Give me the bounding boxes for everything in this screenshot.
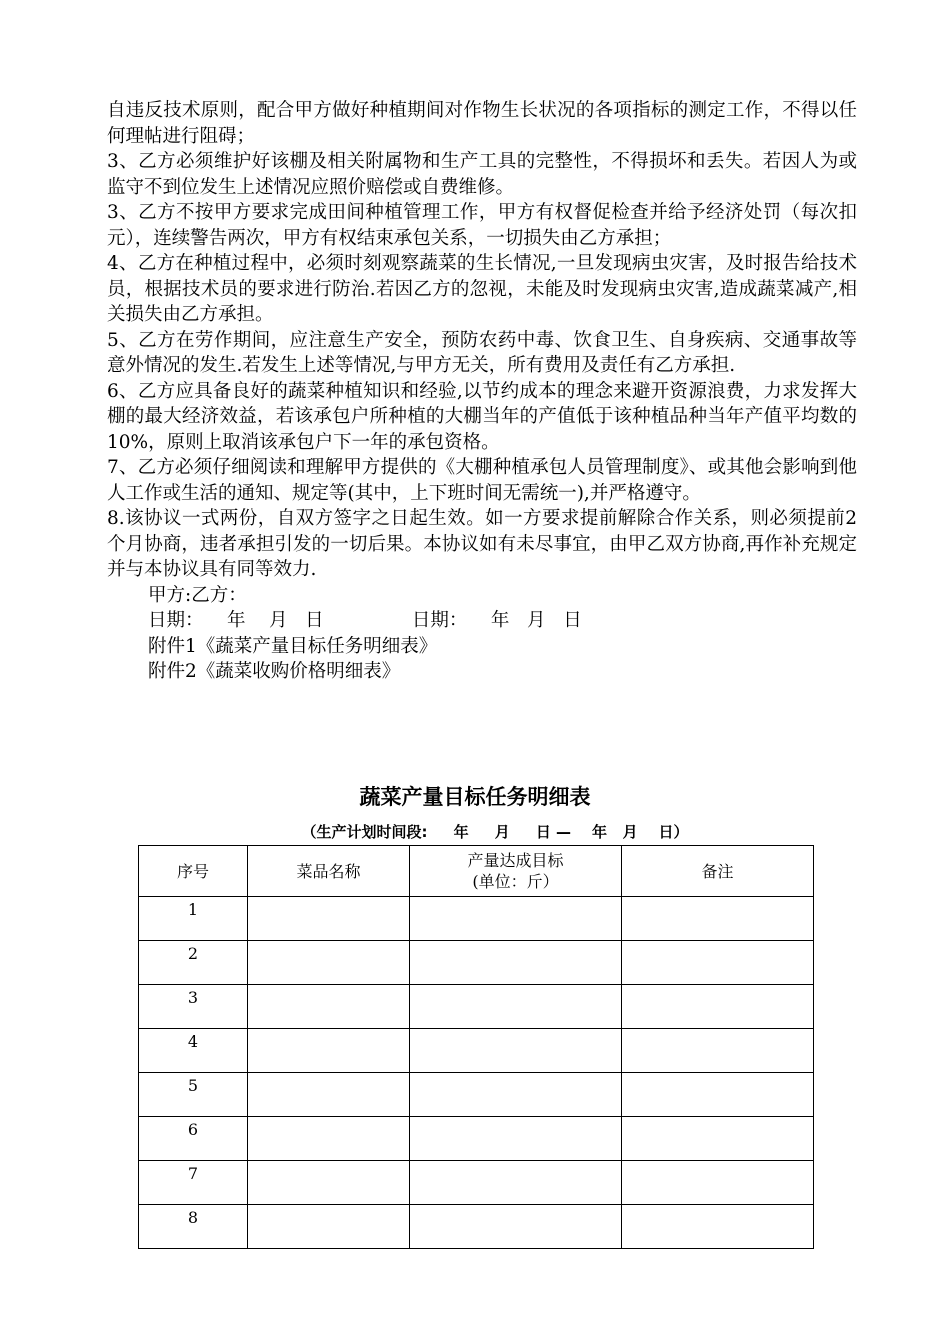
table-row: [139, 941, 814, 985]
row-number: 2: [139, 941, 248, 985]
table-row: [139, 1029, 814, 1073]
target-cell[interactable]: [410, 1205, 622, 1249]
clause-6: 6、乙方应具备良好的蔬菜种植知识和经验,以节约成本的理念来避开资源浪费，力求发挥大棚的最大经济效益，若该承包户所种植的大棚当年的产值低于该种植品种当年产值平均数的10%，原则上取消该承包户下一年的承包资格。: [107, 380, 857, 453]
target-cell[interactable]: [410, 1117, 622, 1161]
target-cell[interactable]: [410, 897, 622, 941]
header-target-label: 产量达成目标: [467, 851, 564, 870]
target-cell[interactable]: [410, 1073, 622, 1117]
table-title: 蔬菜产量目标任务明细表: [359, 785, 591, 809]
table-header-row: [139, 846, 814, 897]
table-row: [139, 897, 814, 941]
clause-3b: 3、乙方不按甲方要求完成田间种植管理工作，甲方有权督促检查并给予经济处罚（每次扣元），连续警告两次，甲方有权结束承包关系，一切损失由乙方承担；: [107, 202, 857, 249]
remark-cell[interactable]: [622, 1117, 814, 1161]
dish-name-cell[interactable]: [248, 941, 410, 985]
table-row: [139, 985, 814, 1029]
agreement-body: [107, 98, 857, 685]
remark-cell[interactable]: [622, 1161, 814, 1205]
header-target: [410, 846, 622, 897]
signature-dates: 日期： 年 月 日 日期： 年 月 日: [148, 610, 582, 631]
remark-cell[interactable]: [622, 985, 814, 1029]
clause-5: 5、乙方在劳作期间，应注意生产安全，预防农药中毒、饮食卫生、自身疾病、交通事故等意外情况的发生.若发生上述等情况,与甲方无关，所有费用及责任有乙方承担.: [107, 329, 857, 376]
dish-name-cell[interactable]: [248, 1029, 410, 1073]
clause-7: 7、乙方必须仔细阅读和理解甲方提供的《大棚种植承包人员管理制度》、或其他会影响到他人工作或生活的通知、规定等(其中，上下班时间无需统一),并严格遵守。: [107, 457, 857, 504]
dish-name-cell[interactable]: [248, 1161, 410, 1205]
dish-name-cell[interactable]: [248, 1205, 410, 1249]
dish-name-cell[interactable]: [248, 985, 410, 1029]
remark-cell[interactable]: [622, 897, 814, 941]
row-number: 8: [139, 1205, 248, 1249]
row-number: 5: [139, 1073, 248, 1117]
header-dish-name: 菜品名称: [248, 846, 410, 897]
target-cell[interactable]: [410, 1161, 622, 1205]
header-target-unit: (单位：斤）: [472, 872, 559, 891]
table-subtitle: （生产计划时间段: 年 月 日 — 年 月 日）: [301, 823, 689, 841]
clause-4: 4、乙方在种植过程中，必须时刻观察蔬菜的生长情况,一旦发现病虫灾害，及时报告给技术员，根据技术员的要求进行防治.若因乙方的忽视，未能及时发现病虫灾害,造成蔬菜减产,相关损失由乙方承担。: [107, 253, 857, 325]
attachment-1: 附件1《蔬菜产量目标任务明细表》: [148, 635, 438, 657]
clause-8: 8.该协议一式两份，自双方签字之日起生效。如一方要求提前解除合作关系，则必须提前2个月协商，违者承担引发的一切后果。本协议如有未尽事宜，由甲乙双方协商,再作补充规定并与本协议具有同等效力.: [107, 508, 857, 580]
attachment-2: 附件2《蔬菜收购价格明细表》: [148, 661, 401, 682]
target-cell[interactable]: [410, 941, 622, 985]
remark-cell[interactable]: [622, 1073, 814, 1117]
dish-name-cell[interactable]: [248, 1073, 410, 1117]
row-number: 1: [139, 897, 248, 941]
table-row: [139, 1073, 814, 1117]
remark-cell[interactable]: [622, 1205, 814, 1249]
header-remark: 备注: [622, 846, 814, 897]
dish-name-cell[interactable]: [248, 1117, 410, 1161]
row-number: 3: [139, 985, 248, 1029]
target-cell[interactable]: [410, 1029, 622, 1073]
row-number: 6: [139, 1117, 248, 1161]
table-row: [139, 1161, 814, 1205]
remark-cell[interactable]: [622, 1029, 814, 1073]
production-target-table: [138, 845, 814, 1249]
table-row: [139, 1205, 814, 1249]
row-number: 7: [139, 1161, 248, 1205]
table-body: [139, 897, 814, 1249]
remark-cell[interactable]: [622, 941, 814, 985]
signature-block: [107, 583, 857, 685]
signature-parties: 甲方:乙方：: [148, 584, 247, 606]
clause-3a: 3、乙方必须维护好该棚及相关附属物和生产工具的完整性，不得损坏和丢失。若因人为或监守不到位发生上述情况应照价赔偿或自费维修。: [107, 151, 857, 198]
clause-continuation: 自违反技术原则，配合甲方做好种植期间对作物生长状况的各项指标的测定工作，不得以任何理帖进行阻碍；: [107, 100, 857, 147]
header-seq: 序号: [139, 846, 248, 897]
dish-name-cell[interactable]: [248, 897, 410, 941]
table-row: [139, 1117, 814, 1161]
row-number: 4: [139, 1029, 248, 1073]
target-cell[interactable]: [410, 985, 622, 1029]
